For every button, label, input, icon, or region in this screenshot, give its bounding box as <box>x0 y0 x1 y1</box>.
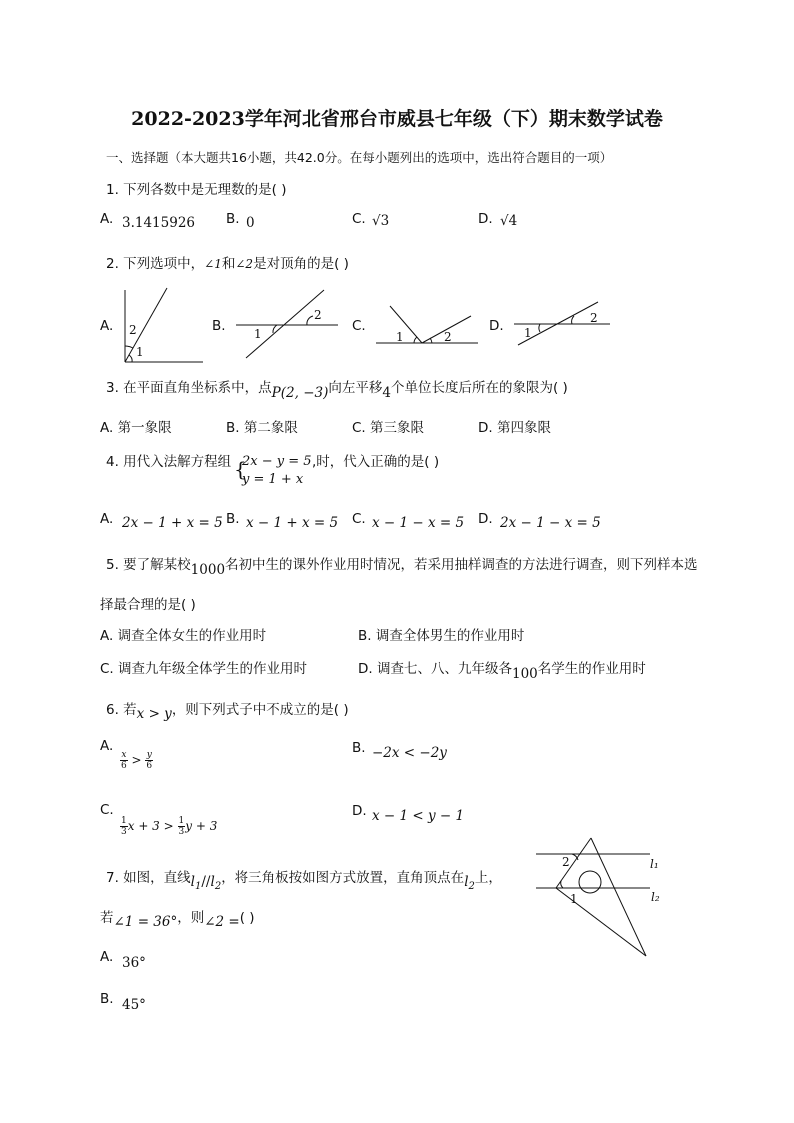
q7-l1-sub: 1 <box>195 881 202 892</box>
q3-option-d: D. 第四象限 <box>478 420 551 436</box>
q1-option-b-label: B. <box>226 211 240 227</box>
q4-option-d: 2x − 1 − x = 5 <box>500 515 601 531</box>
q4-equation-2: y = 1 + x <box>242 472 304 487</box>
q2a-label-2: 2 <box>129 323 137 337</box>
q7-ask: ∠2 = <box>204 914 240 930</box>
q6-option-a-label: A. <box>100 738 114 754</box>
q6-c-frac1-den: 3 <box>121 827 127 837</box>
q3-option-c: C. 第三象限 <box>352 420 425 436</box>
q3-stem-post: 个单位长度后所在的象限为( ) <box>390 380 568 396</box>
q7-line-l2 <box>210 874 221 890</box>
q3-option-b: B. 第二象限 <box>226 420 298 436</box>
q4-stem-pre: 4. 用代入法解方程组 <box>106 454 232 470</box>
q6-stem <box>106 698 349 722</box>
q4-equation-1: 2x − y = 5 <box>242 454 312 469</box>
q2d-label-2: 2 <box>590 311 598 325</box>
q4-brace: { <box>234 456 247 481</box>
q6-option-d-label: D. <box>352 803 367 819</box>
q7-stem-line2 <box>100 906 255 930</box>
q7-line-l1 <box>191 874 202 890</box>
q1-option-c-label: C. <box>352 211 366 227</box>
q4-option-d-label: D. <box>478 511 493 527</box>
q1-option-d-label: D. <box>478 211 493 227</box>
q2c-label-1: 1 <box>396 330 404 344</box>
q5-option-b: B. 调查全体男生的作业用时 <box>358 628 525 644</box>
q5-option-d <box>358 657 646 682</box>
q2-option-b-label: B. <box>212 318 226 334</box>
q6-a-frac1-num: x <box>121 750 127 760</box>
q3-point: P(2, −3) <box>271 385 329 401</box>
q6-option-b-label: B. <box>352 740 366 756</box>
q6-condition: x > y <box>136 706 172 722</box>
q1-option-c: √3 <box>372 213 390 229</box>
q2-figure-b <box>236 288 346 363</box>
q7-option-a-label: A. <box>100 949 114 965</box>
q6-option-a <box>120 750 153 771</box>
q6-option-d: x − 1 < y − 1 <box>372 808 465 824</box>
q7-parallel: // <box>201 874 211 890</box>
section-heading: 一、选择题（本大题共16小题，共42.0分。在每小题列出的选项中，选出符合题目的一项） <box>106 150 613 165</box>
q7-fig-label-l1: l₁ <box>650 857 659 871</box>
q4-option-c: x − 1 − x = 5 <box>372 515 465 531</box>
q7-l2b-letter: l <box>464 874 469 890</box>
q7-figure <box>534 834 674 964</box>
q2-stem-pre: 2. 下列选项中， <box>106 256 205 272</box>
q1-stem: 1. 下列各数中是无理数的是( ) <box>106 182 287 198</box>
q6-c-frac2-num: 1 <box>178 816 185 826</box>
q5-option-d-pre: D. 调查七、八、九年级各 <box>358 661 512 677</box>
q7-l2b-sub: 2 <box>468 881 475 892</box>
q7-option-b-label: B. <box>100 991 114 1007</box>
q4-option-b: x − 1 + x = 5 <box>246 515 339 531</box>
q6-option-b: −2x < −2y <box>372 745 447 761</box>
q7-line2-c: ( ) <box>239 910 255 926</box>
q6-option-c <box>120 816 217 837</box>
q1-option-b: 0 <box>246 215 255 231</box>
q7-line2-b: ，则 <box>177 910 205 926</box>
q7-fig-label-1: 1 <box>570 892 578 906</box>
q2-stem-post: 是对顶角的是( ) <box>253 256 349 272</box>
q3-option-a: A. 第一象限 <box>100 420 172 436</box>
q6-a-frac1-den: 6 <box>121 761 127 771</box>
q7-stem-post2: 上， <box>474 870 502 886</box>
q7-l2-letter: l <box>210 874 215 890</box>
q4-option-c-label: C. <box>352 511 366 527</box>
q2-figure-a <box>120 286 210 366</box>
q5-option-d-count: 100 <box>511 666 538 682</box>
q6-c-end: y + 3 <box>185 819 218 833</box>
q4-option-a-label: A. <box>100 511 114 527</box>
q5-option-d-post: 名学生的作业用时 <box>537 661 646 677</box>
q7-l1-letter: l <box>190 874 195 890</box>
q1-option-d: √4 <box>500 213 518 229</box>
q7-l2-sub: 2 <box>214 881 222 892</box>
q7-option-a: 36° <box>122 955 146 971</box>
q6-stem-pre: 6. 若 <box>106 702 137 718</box>
q7-stem-pre: 7. 如图，直线 <box>106 870 191 886</box>
q6-c-frac2-den: 3 <box>178 827 185 837</box>
q6-a-frac2-den: 6 <box>146 761 153 771</box>
q6-c-frac1-num: 1 <box>121 816 127 826</box>
q2-option-d-label: D. <box>489 318 504 334</box>
q1-option-a-label: A. <box>100 211 114 227</box>
q7-condition: ∠1 = 36° <box>113 914 178 930</box>
q2-option-a-label: A. <box>100 318 114 334</box>
q4-stem-post: ,时，代入正确的是( ) <box>312 454 440 470</box>
q2-figure-c <box>376 300 486 350</box>
q6-stem-post: ，则下列式子中不成立的是( ) <box>171 702 349 718</box>
q6-a-frac2-num: y <box>146 750 152 760</box>
q2d-label-1: 1 <box>524 326 532 340</box>
q2-figure-d <box>514 300 614 350</box>
q2-angle-2: ∠2 <box>235 257 254 271</box>
q5-count: 1000 <box>190 562 226 578</box>
q5-stem <box>106 553 698 578</box>
q7-stem <box>106 866 502 892</box>
q7-line-l2b <box>464 874 475 890</box>
q6-c-mid: x + 3 > <box>127 819 178 833</box>
q3-shift: 4 <box>382 385 391 401</box>
q7-fig-label-2: 2 <box>562 855 570 869</box>
q5-option-c: C. 调查九年级全体学生的作业用时 <box>100 661 308 677</box>
q7-fig-label-l2: l₂ <box>651 890 660 904</box>
q2b-label-1: 1 <box>254 327 262 341</box>
q5-stem-post: 名初中生的课外作业用时情况，若采用抽样调查的方法进行调查，则下列样本选 <box>225 557 698 573</box>
q7-line2-a: 若 <box>100 910 114 926</box>
q7-option-b: 45° <box>122 997 146 1013</box>
q2-stem-mid: 和 <box>221 256 236 272</box>
q4-option-b-label: B. <box>226 511 240 527</box>
q2-stem <box>106 252 349 272</box>
q5-stem-line2: 择最合理的是( ) <box>100 597 196 613</box>
q2c-label-2: 2 <box>444 330 452 344</box>
q2-angle-1: ∠1 <box>204 257 222 271</box>
q3-stem <box>106 376 568 401</box>
q5-stem-pre: 5. 要了解某校 <box>106 557 191 573</box>
q1-option-a: 3.1415926 <box>122 215 196 231</box>
q4-option-a: 2x − 1 + x = 5 <box>122 515 223 531</box>
page-title: 2022-2023学年河北省邢台市威县七年级（下）期末数学试卷 <box>131 108 663 130</box>
q2-option-c-label: C. <box>352 318 366 334</box>
q2b-label-2: 2 <box>314 308 322 322</box>
q3-stem-mid: 向左平移 <box>328 380 383 396</box>
q7-stem-post1: ，将三角板按如图方式放置，直角顶点在 <box>221 870 465 886</box>
q2a-label-1: 1 <box>136 345 144 359</box>
q5-option-a: A. 调查全体女生的作业用时 <box>100 628 267 644</box>
q6-a-gt: > <box>127 753 146 767</box>
q6-option-c-label: C. <box>100 802 114 818</box>
q3-stem-pre: 3. 在平面直角坐标系中，点 <box>106 380 272 396</box>
